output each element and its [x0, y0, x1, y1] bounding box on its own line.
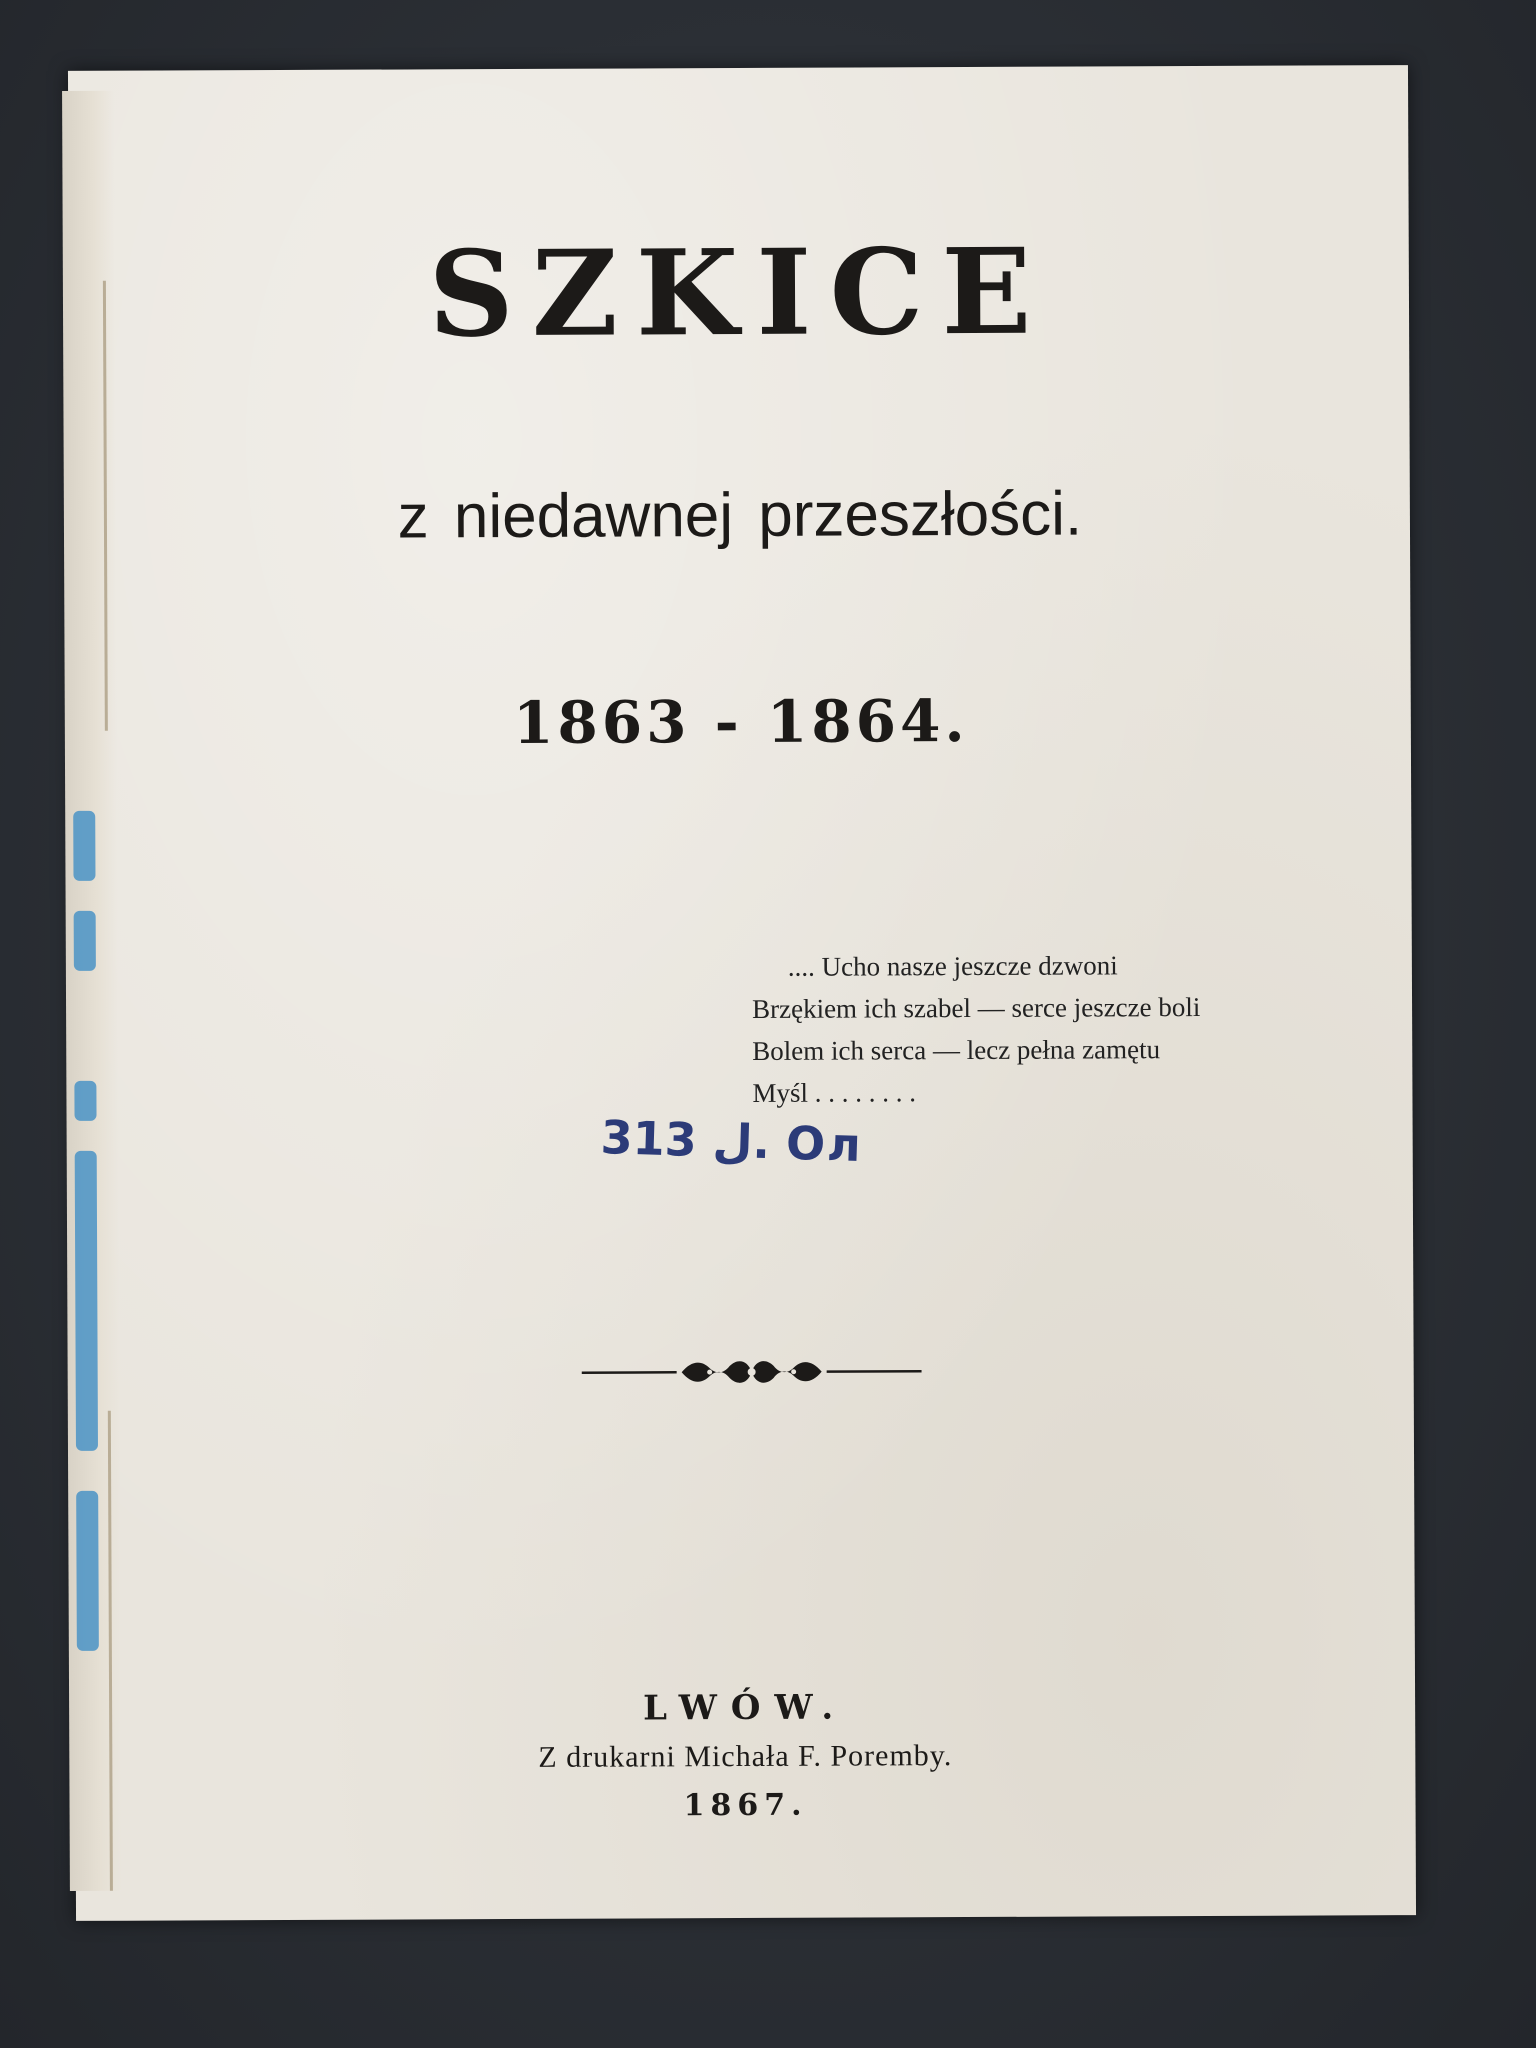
imprint-year: 1867.: [683, 1787, 808, 1824]
page-subtitle: z niedawnej przeszłości.: [397, 479, 1083, 552]
spine-tape: [75, 1151, 98, 1451]
title-page: [68, 65, 1416, 1921]
epigraph-line: Brzękiem ich szabel — serce jeszcze boli: [752, 992, 1201, 1024]
date-range: 1863 - 1864.: [512, 687, 969, 757]
spine-tape: [76, 1491, 99, 1651]
epigraph: [752, 944, 1201, 1114]
epigraph-line: Myśl . . . . . . . .: [752, 1077, 917, 1108]
page-title: SZKICE: [428, 221, 1050, 364]
library-stamp: ل 313. Ол: [599, 1110, 864, 1173]
imprint-printer: Z drukarni Michała F. Poremby.: [538, 1739, 953, 1774]
spine-tape: [74, 1081, 96, 1121]
spine-tape: [73, 811, 95, 881]
spine-tape: [74, 911, 96, 971]
ornament-divider: [582, 1351, 922, 1392]
epigraph-line: .... Ucho nasze jeszcze dzwoni: [787, 950, 1118, 982]
epigraph-line: Bolem ich serca — lecz pełna zamętu: [752, 1034, 1161, 1066]
imprint-place: LWÓW.: [642, 1687, 848, 1729]
